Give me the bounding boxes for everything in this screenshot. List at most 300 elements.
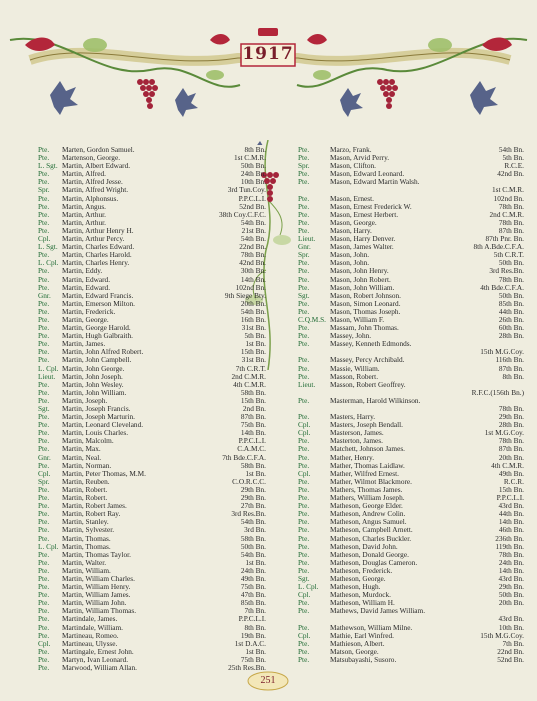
entry-name: Matheson, William H.	[330, 599, 395, 608]
entry-name: Mason, Harry Denver.	[330, 235, 396, 244]
roll-entry	[38, 405, 266, 413]
roll-entry	[38, 583, 266, 591]
entry-rank: L. Cpl.	[38, 541, 59, 551]
roll-entry	[38, 340, 266, 348]
entry-unit: 1st D.A.C.	[234, 638, 266, 648]
entry-name: Martin, George.	[62, 315, 109, 324]
entry-rank: Lieut.	[298, 234, 316, 244]
roll-entry	[298, 332, 524, 340]
roll-entry	[298, 526, 524, 534]
entry-unit: 87th Bn.	[498, 363, 524, 373]
entry-rank: Pte.	[298, 436, 310, 446]
entry-name: Matheson, Andrew Colin.	[330, 510, 406, 519]
entry-rank: Pte.	[298, 274, 310, 284]
entry-unit: 60th Bn.	[498, 323, 524, 333]
entry-rank: Pte.	[38, 436, 50, 446]
entry-name: Martin, Charles Harold.	[62, 251, 132, 260]
entry-unit: 50th Bn.	[498, 590, 524, 600]
entry-rank: Pte.	[38, 484, 50, 494]
entry-name: Martin, John Campbell.	[62, 356, 132, 365]
entry-unit: 8th Bn.	[244, 145, 266, 154]
entry-unit: 44th Bn.	[498, 509, 524, 519]
entry-unit: 15th M.G.Coy.	[480, 630, 524, 640]
entry-unit: 87th Bn.	[240, 412, 266, 422]
entry-rank: Pte.	[38, 314, 50, 324]
entry-rank: Pte.	[38, 460, 50, 470]
entry-unit: R.F.C.(156th Bn.)	[471, 387, 524, 397]
entry-name: Martin, William Charles.	[62, 574, 135, 583]
entry-name: Martin, William John.	[62, 599, 127, 608]
entry-unit: 4th Bde.C.F.A.	[480, 282, 524, 292]
entry-name: Martindale, William.	[62, 623, 123, 632]
entry-rank: Pte.	[298, 638, 310, 648]
entry-rank: Pte.	[38, 598, 50, 608]
entry-name: Martin, Thomas Taylor.	[62, 550, 131, 559]
roll-entry	[298, 437, 524, 445]
entry-unit: 3rd Tun.Coy.	[227, 185, 266, 195]
entry-name: Massey, John.	[330, 332, 372, 341]
entry-rank: Cpl.	[298, 420, 311, 430]
roll-entry	[298, 445, 524, 453]
entry-unit: 43rd Bn.	[498, 614, 524, 624]
entry-rank: Gnr.	[38, 452, 51, 462]
entry-unit: 50th Bn.	[240, 541, 266, 551]
entry-name: Martin, Joseph Francis.	[62, 405, 131, 413]
entry-unit: 50th Bn.	[240, 161, 266, 171]
header-vine-banner	[0, 0, 537, 145]
entry-unit: 5th Bn.	[502, 153, 524, 163]
entry-unit: R.C.R.	[503, 476, 524, 486]
roll-entry	[298, 607, 524, 615]
entry-unit: 16th Bn.	[240, 314, 266, 324]
entry-unit: 7th Bn.	[502, 638, 524, 648]
entry-rank: Pte.	[298, 266, 310, 276]
entry-name: Martin, John William.	[62, 388, 127, 397]
entry-rank: Lieut.	[38, 371, 56, 381]
entry-name: Martin, Eddy.	[62, 267, 103, 276]
entry-rank: Pte.	[38, 590, 50, 600]
entry-name: Marten, Gordon Samuel.	[62, 146, 135, 154]
entry-name: Martin, Max.	[62, 445, 101, 454]
entry-rank: C.Q.M.S.	[298, 314, 326, 324]
roll-entry	[298, 195, 524, 203]
roll-entry	[38, 543, 266, 551]
roll-entry	[38, 615, 266, 623]
roll-entry	[298, 146, 524, 154]
entry-rank: Pte.	[298, 484, 310, 494]
entry-rank: Pte.	[298, 452, 310, 462]
entry-unit: 28th Bn.	[498, 420, 524, 430]
entry-name: Massey, Percy Archibald.	[330, 356, 405, 365]
entry-rank: Pte.	[38, 201, 50, 211]
entry-name: Matheson, Angus Samuel.	[330, 518, 407, 527]
entry-unit: 30th Bn.	[240, 266, 266, 276]
entry-rank: Cpl.	[38, 468, 51, 478]
entry-name: Mathews, David James William.	[330, 607, 426, 616]
entry-unit: 26th Bn.	[498, 314, 524, 324]
entry-name: Martin, Malcolm.	[62, 437, 114, 446]
roll-entry	[38, 332, 266, 340]
entry-unit: 29th Bn.	[240, 493, 266, 503]
entry-unit: 14th Bn.	[240, 274, 266, 284]
entry-name: Matheson, George Elder.	[330, 502, 403, 511]
entry-rank: Pte.	[38, 646, 50, 656]
entry-name: Mason, Ernest Herbert.	[330, 210, 399, 219]
entry-name: Mathers, Thomas James.	[330, 485, 403, 494]
entry-rank: Spr.	[298, 250, 310, 260]
roll-entry	[38, 607, 266, 615]
entry-name: Mason, James Walter.	[330, 243, 394, 252]
right-roll-column	[298, 146, 524, 664]
entry-unit: 28th Bn.	[498, 331, 524, 341]
entry-name: Martin, William Thomas.	[62, 607, 137, 616]
roll-entry	[298, 575, 524, 583]
roll-entry	[38, 454, 266, 462]
roll-entry	[38, 429, 266, 437]
entry-name: Martin, Edward Francis.	[62, 291, 134, 300]
entry-unit: 3rd Res.Bn.	[489, 266, 524, 276]
entry-rank: Pte.	[298, 355, 310, 365]
entry-unit: 21st Bn.	[241, 225, 266, 235]
entry-name: Masterton, James.	[330, 437, 383, 446]
entry-name: Mathers, William Joseph.	[330, 494, 405, 503]
roll-entry	[298, 251, 524, 259]
entry-rank: Pte.	[38, 663, 50, 672]
roll-entry	[298, 324, 524, 332]
entry-unit: 1st M.G.Coy.	[484, 428, 524, 438]
entry-rank: Spr.	[38, 476, 50, 486]
entry-rank: Pte.	[38, 274, 50, 284]
entry-rank: Pte.	[298, 654, 310, 664]
roll-entry	[38, 308, 266, 316]
entry-name	[322, 615, 498, 623]
roll-entry	[298, 308, 524, 316]
entry-rank: Pte.	[38, 420, 50, 430]
entry-rank: Pte.	[38, 606, 50, 616]
entry-unit: 43rd Bn.	[498, 573, 524, 583]
entry-name: Matheson, Charles Buckler.	[330, 534, 412, 543]
entry-unit: 87th Bn.	[498, 444, 524, 454]
roll-entry	[38, 259, 266, 267]
entry-unit: P.P.C.L.I.	[238, 614, 266, 624]
entry-unit: 20th Bn.	[498, 452, 524, 462]
entry-name: Martin, Robert.	[62, 485, 108, 494]
entry-unit: 8th Bn.	[244, 622, 266, 632]
entry-unit: C.O.R.C.C.	[232, 476, 266, 486]
entry-rank: Sgt.	[298, 290, 310, 300]
entry-name: Mason, Clifton.	[330, 162, 377, 171]
entry-rank: Pte.	[38, 565, 50, 575]
roll-entry	[298, 413, 524, 421]
roll-entry	[38, 154, 266, 162]
roll-entry	[298, 348, 524, 356]
entry-unit: 78th Bn.	[240, 250, 266, 260]
entry-rank: Pte.	[38, 298, 50, 308]
entry-name: Martin, Arthur.	[62, 218, 106, 227]
entry-unit: 22nd Bn.	[239, 242, 266, 252]
roll-entry	[38, 292, 266, 300]
entry-name: Martin, Robert James.	[62, 502, 127, 511]
roll-entry	[298, 486, 524, 494]
entry-unit: 1st Bn.	[245, 646, 266, 656]
entry-unit: 31st Bn.	[241, 355, 266, 365]
entry-rank: Pte.	[38, 177, 50, 187]
entry-name: Mason, George.	[330, 218, 377, 227]
entry-unit: 85th Bn.	[498, 298, 524, 308]
entry-unit: 75th Bn.	[240, 654, 266, 664]
entry-rank: Pte.	[298, 323, 310, 333]
entry-rank: Pte.	[38, 306, 50, 316]
entry-unit: 54th Bn.	[498, 145, 524, 154]
entry-unit: 78th Bn.	[498, 274, 524, 284]
entry-unit: 31st Bn.	[241, 323, 266, 333]
entry-name: Marzo, Frank.	[330, 146, 372, 154]
entry-rank: Pte.	[298, 476, 310, 486]
entry-rank: Cpl.	[298, 630, 311, 640]
entry-unit: C.A.M.C.	[237, 444, 266, 454]
entry-unit: 24th Bn.	[240, 169, 266, 179]
entry-unit: 27th Bn.	[240, 501, 266, 511]
entry-unit: 14th Bn.	[498, 565, 524, 575]
roll-entry	[38, 195, 266, 203]
entry-unit: 20th Bn.	[240, 298, 266, 308]
roll-entry	[298, 494, 524, 502]
roll-entry	[298, 599, 524, 607]
entry-name: Masters, Joseph Bendall.	[330, 421, 403, 430]
entry-name: Masson, Robert.	[330, 372, 379, 381]
entry-rank: Pte.	[298, 460, 310, 470]
entry-unit: 54th Bn.	[240, 549, 266, 559]
roll-entry	[298, 219, 524, 227]
entry-rank: Pte.	[298, 363, 310, 373]
entry-name: Matchett, Johnson James.	[330, 445, 405, 454]
entry-name: Martin, John Joseph.	[62, 372, 123, 381]
roll-entry	[38, 276, 266, 284]
entry-name: Matheson, Donald George.	[330, 550, 409, 559]
entry-unit: 4th C.M.R.	[491, 460, 524, 470]
entry-name: Martin, Edward.	[62, 283, 111, 292]
roll-entry	[38, 243, 266, 251]
entry-name: Martin, William.	[62, 566, 111, 575]
entry-name: Mason, John Robert.	[330, 275, 391, 284]
entry-unit: 20th Bn.	[498, 598, 524, 608]
entry-rank: Pte.	[38, 387, 50, 397]
entry-name: Mason, John William.	[330, 283, 395, 292]
roll-entry	[38, 235, 266, 243]
roll-entry	[38, 413, 266, 421]
entry-unit: 14th Bn.	[240, 428, 266, 438]
roll-entry	[298, 373, 524, 381]
roll-entry	[298, 478, 524, 486]
entry-rank: Pte.	[38, 582, 50, 592]
entry-rank: Pte.	[38, 493, 50, 503]
entry-name: Martineau, Romeo.	[62, 631, 119, 640]
roll-entry	[298, 462, 524, 470]
entry-unit: 102nd Bn.	[235, 282, 266, 292]
roll-entry	[38, 251, 266, 259]
entry-unit: 3rd Res.Bn.	[231, 509, 266, 519]
entry-unit: 236th Bn.	[495, 533, 524, 543]
entry-name: Mather, Wilmot Blackmore.	[330, 477, 412, 486]
entry-unit: 15th Bn.	[498, 484, 524, 494]
entry-unit: 19th Bn.	[240, 630, 266, 640]
entry-rank: Pte.	[38, 347, 50, 357]
entry-unit: 75th Bn.	[240, 582, 266, 592]
entry-rank: Gnr.	[38, 290, 51, 300]
entry-unit: 1st Bn.	[245, 468, 266, 478]
entry-unit: 8th Bn.	[502, 371, 524, 381]
roll-entry	[298, 186, 524, 194]
entry-rank: L. Sgt.	[38, 242, 58, 252]
roll-entry	[38, 640, 266, 648]
entry-name: Martin, John George.	[62, 364, 125, 373]
entry-rank: Pte.	[38, 525, 50, 535]
roll-entry	[298, 615, 524, 623]
entry-name: Masters, Harry.	[330, 413, 376, 422]
entry-rank: Pte.	[298, 282, 310, 292]
entry-name: Matheson, Douglas Cameron.	[330, 558, 418, 567]
entry-name: Martin, Charles Henry.	[62, 259, 130, 268]
entry-unit: 42nd Bn.	[497, 169, 524, 179]
entry-unit: 5th C.R.T.	[493, 250, 524, 260]
entry-name: Martin, James.	[62, 340, 106, 349]
entry-rank: Pte.	[298, 509, 310, 519]
entry-name: Martin, Sylvester.	[62, 526, 115, 535]
entry-name: Martin, Alfred Jesse.	[62, 178, 123, 187]
entry-rank: L. Cpl.	[298, 582, 319, 592]
entry-unit: 29th Bn.	[498, 412, 524, 422]
entry-rank: Pte.	[38, 573, 50, 583]
roll-entry	[298, 551, 524, 559]
roll-entry	[38, 316, 266, 324]
entry-rank: L. Cpl.	[38, 258, 59, 268]
roll-entry	[298, 535, 524, 543]
roll-entry	[298, 284, 524, 292]
entry-name: Mason, Ernest Frederick W.	[330, 202, 412, 211]
entry-unit: 78th Bn.	[498, 404, 524, 413]
entry-unit: 78th Bn.	[498, 549, 524, 559]
roll-entry	[38, 591, 266, 599]
entry-rank: Pte.	[38, 622, 50, 632]
entry-name: Martin, Walter.	[62, 558, 107, 567]
entry-name: Martin, Neal.	[62, 453, 102, 462]
entry-rank: Pte.	[298, 501, 310, 511]
roll-entry	[38, 437, 266, 445]
entry-rank: Pte.	[298, 306, 310, 316]
entry-rank: Cpl.	[298, 428, 311, 438]
entry-name: Martin, Thomas.	[62, 542, 111, 551]
entry-name: Massey, Kenneth Edmonds.	[330, 340, 412, 349]
entry-rank: Pte.	[38, 217, 50, 227]
entry-unit: 10th Bn.	[498, 622, 524, 632]
entry-rank: Pte.	[298, 517, 310, 527]
entry-name: Martyn, Ivan Leonard.	[62, 655, 129, 664]
roll-entry	[298, 510, 524, 518]
entry-unit: 49th Bn.	[240, 573, 266, 583]
entry-name: Mason, Edward Martin Walsh.	[330, 178, 420, 187]
entry-name: Mather, Henry.	[330, 453, 375, 462]
entry-name: Martin, Peter Thomas, M.M.	[62, 469, 146, 478]
roll-entry	[38, 348, 266, 356]
entry-rank: Pte.	[38, 225, 50, 235]
entry-name: Martin, Arthur Henry H.	[62, 226, 134, 235]
entry-name: Matheson, Campbell Arnett.	[330, 526, 413, 535]
entry-unit: 29th Bn.	[498, 582, 524, 592]
entry-name: Martin, Stanley.	[62, 518, 109, 527]
entry-unit: 50th Bn.	[498, 258, 524, 268]
roll-entry	[298, 640, 524, 648]
entry-name: Matson, George.	[330, 647, 379, 656]
entry-name: Martingale, Ernest John.	[62, 647, 134, 656]
page-number: 251	[260, 675, 276, 686]
entry-name: Martin, Angus.	[62, 202, 106, 211]
entry-rank: Cpl.	[38, 638, 51, 648]
roll-entry	[298, 389, 524, 397]
entry-unit: 29th Bn.	[240, 484, 266, 494]
roll-entry	[38, 146, 266, 154]
entry-unit: 5th Bn.	[244, 331, 266, 341]
entry-unit: 7th Bn.	[244, 606, 266, 616]
entry-unit: 87th Pnr. Bn.	[485, 234, 524, 244]
entry-unit: 22nd Bn.	[497, 646, 524, 656]
roll-entry	[38, 186, 266, 194]
entry-rank: Pte.	[298, 371, 310, 381]
entry-rank: Pte.	[38, 501, 50, 511]
roll-entry	[38, 624, 266, 632]
entry-unit: 58th Bn.	[240, 460, 266, 470]
roll-entry	[298, 356, 524, 364]
entry-name: Martin, George Harold.	[62, 324, 131, 333]
entry-name: Matheson, George.	[330, 574, 386, 583]
entry-unit: 116th Bn.	[495, 355, 524, 365]
entry-name: Martin, Louis Charles.	[62, 429, 129, 438]
roll-entry	[38, 397, 266, 405]
entry-rank: Pte.	[298, 533, 310, 543]
roll-entry	[298, 243, 524, 251]
entry-unit: 54th Bn.	[240, 306, 266, 316]
entry-rank: Pte.	[38, 379, 50, 389]
left-roll-column	[38, 146, 266, 672]
entry-unit: 75th Bn.	[240, 420, 266, 430]
roll-entry	[298, 454, 524, 462]
entry-name: Massam, John Thomas.	[330, 324, 399, 333]
entry-name: Martin, Edward.	[62, 275, 111, 284]
entry-rank: Pte.	[298, 339, 310, 349]
entry-name: Martin, Thomas.	[62, 534, 111, 543]
entry-unit: 1st C.M.R.	[233, 153, 266, 163]
entry-unit: 78th Bn.	[498, 217, 524, 227]
entry-rank: Pte.	[298, 331, 310, 341]
entry-rank: Pte.	[38, 412, 50, 422]
entry-unit: 58th Bn.	[240, 387, 266, 397]
entry-rank: Pte.	[298, 541, 310, 551]
roll-entry	[38, 648, 266, 656]
roll-entry	[38, 211, 266, 219]
entry-rank: Pte.	[298, 209, 310, 219]
entry-rank: Pte.	[38, 193, 50, 203]
entry-rank: Pte.	[38, 444, 50, 454]
roll-entry	[298, 267, 524, 275]
entry-name: Martineau, Ulysse.	[62, 639, 118, 648]
entry-name: Martin, William James.	[62, 591, 131, 600]
roll-entry	[298, 583, 524, 591]
entry-rank: Pte.	[298, 444, 310, 454]
entry-rank: Pte.	[298, 525, 310, 535]
entry-unit: 2nd C.M.R.	[489, 209, 524, 219]
entry-name: Martin, John Wesley.	[62, 380, 124, 389]
entry-name: Mason, John.	[330, 251, 370, 260]
entry-unit: 85th Bn.	[240, 598, 266, 608]
